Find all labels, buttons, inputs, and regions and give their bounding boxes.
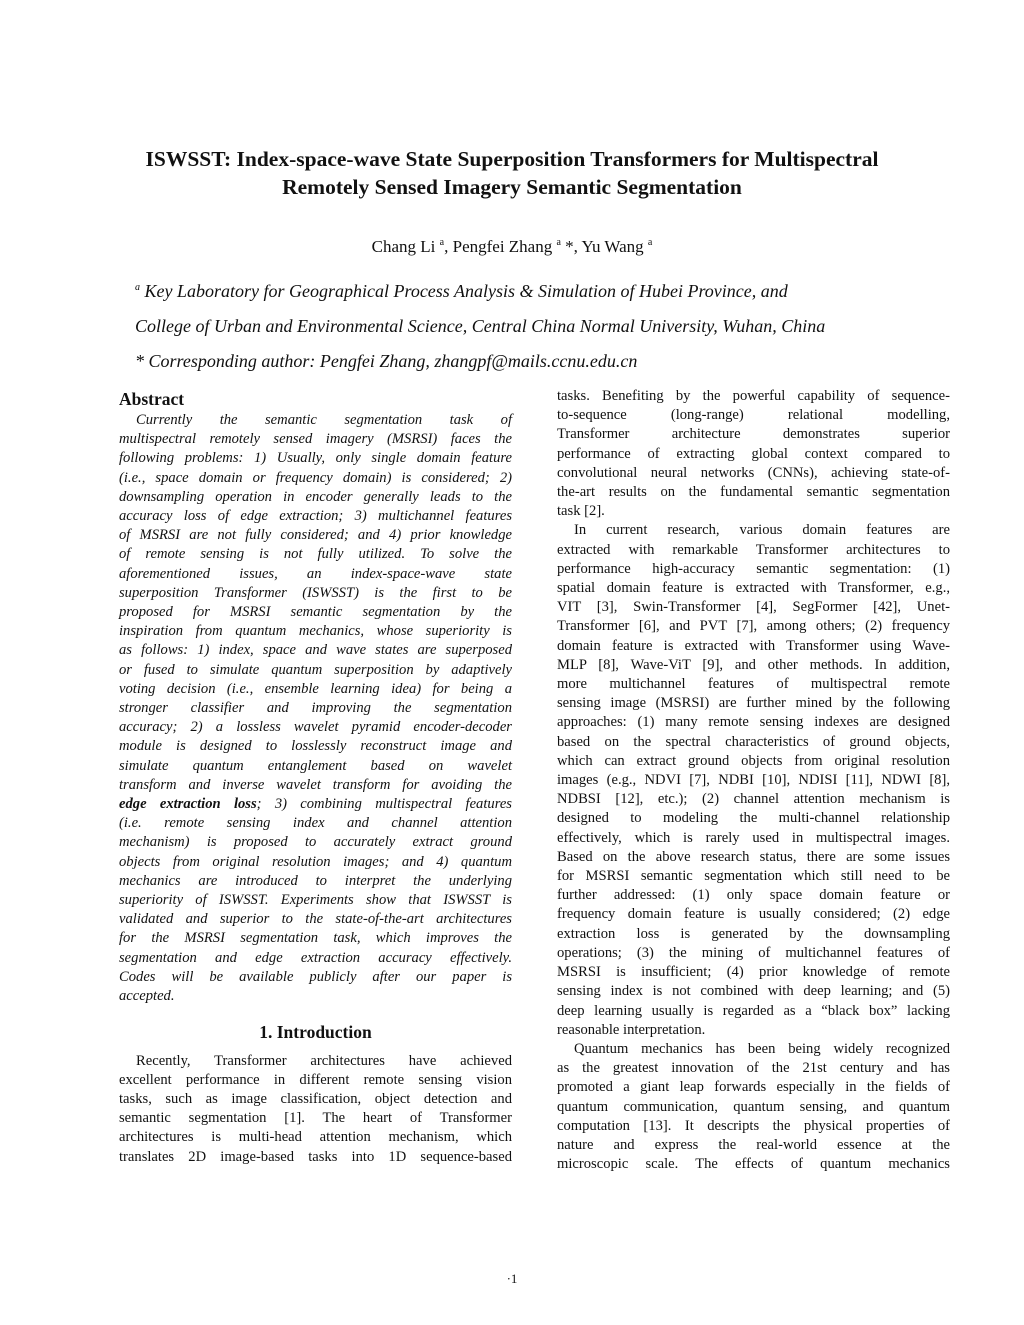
title-line-2: Remotely Sensed Imagery Semantic Segmentation	[282, 175, 742, 199]
left-column	[119, 388, 512, 1167]
author-list: Chang Li $^a$, Pengfei Zhang $^a$ *, Yu Wang $^a$	[371, 237, 653, 256]
author-2: Pengfei Zhang	[452, 237, 553, 256]
page-number: ·1	[506, 1271, 518, 1286]
paper-title	[60, 145, 964, 201]
affiliation-line-1: Key Laboratory for Geographical Process Analysis & Simulation of Hubei Province, and	[144, 281, 788, 301]
introduction-body: Recently, Transformer architectures have achieved excellent performance in different remote sensing vision tasks, such as image classification, object detection and semantic segmentation [1]. The heart of Transformer architectures is multi-head attention mechanism, which translates 2D image-based tasks into 1D sequence-based	[119, 1052, 512, 1165]
affiliation: $^a$ Key Laboratory for Geographical Process Analysis & Simulation of Hubei Province, and College of Urban and Environmental Science, Central China Normal University, Wuhan, China * Corresponding author: Pengfei Zhang, zhangpf@mails.ccnu.edu.cn	[135, 270, 955, 379]
author-1: Chang Li	[371, 237, 436, 256]
author-3: Yu Wang	[581, 237, 644, 256]
right-column: tasks. Benefiting by the powerful capability of sequence- to-sequence (long-range) relational modelling, Transformer architecture demonstrates superior performance of extracting global context compared to convolutional neural networks (CNNs), achieving state-of- the-art results on the fundamental semantic segmentation task [2]. In current research, various domain features are extracted with remarkable Transformer architectures to performance high-accuracy semantic segmentation: (1) spatial domain feature is extracted with Transformer, e.g., VIT [3], Swin-Transformer [4], SegFormer [42], Unet- Transformer [6], and PVT [7], among others; (2) frequency domain feature is extracted with Transformer using Wave- MLP [8], Wave-ViT [9], and other methods. In addition, more multichannel features of multispectral remote sensing image (MSRSI) are further mined by the following approaches: (1) many remote sensing indexes are designed based on the spectral characteristics of ground objects, which can extract ground objects from original resolution images (e.g., NDVI [7], NDBI [10], NDISI [11], NDWI [8], NDBSI [12], etc.); (2) channel attention mechanism is designed to modeling the multi-channel relationship effectively, which is rarely used in multispectral images. Based on the above research status, there are some issues for MSRSI semantic segmentation which still need to be further addressed: (1) only space domain feature or frequency domain feature is usually considered; (2) edge extraction loss is generated by the downsampling operations; (3) the mining of multichannel features of MSRSI is insufficient; (4) prior knowledge of remote sensing index is not combined with deep learning; and (5) deep learning usually is regarded as a “black box” lacking reasonable interpretation. Quantum mechanics has been being widely recognized as the greatest innovation of the 21st century and has promoted a giant leap forwards especially in the fields of quantum communication, quantum sensing, and quantum computation [13]. It descripts the physical properties of nature and express the real-world essence at the microscopic scale. The effects of quantum mechanics	[557, 388, 950, 1173]
title-line-1: ISWSST: Index-space-wave State Superposition Transformers for Multispectral	[145, 147, 879, 171]
abstract-body: Currently the semantic segmentation task of multispectral remotely sensed imagery (MSRSI) faces the following problems: 1) Usually, only single domain feature (i.e., space domain or frequency domain) is considered; 2) downsampling operation in encoder generally leads to the accuracy loss of edge extraction; 3) multichannel features of MSRSI are not fully considered; and 4) prior knowledge of remote sensing is not fully utilized. To solve the aforementioned issues, an index-space-wave state superposition Transformer (ISWSST) is the first to be proposed for MSRSI semantic segmentation by the inspiration from quantum mechanics, whose superiority is as follows: 1) index, space and wave states are superposed or fused to simulate quantum superposition by adaptively voting decision (i.e., ensemble learning idea) for being a stronger classifier and improving the segmentation accuracy; 2) a lossless wavelet pyramid encoder-decoder module is designed to losslessly reconstruct image and simulate quantum entanglement based on wavelet transform and inverse wavelet transform for avoiding the edge extraction loss; 3) combining multispectral features (i.e. remote sensing index and channel attention mechanism) is proposed to accurately extract ground objects from original resolution images; and 4) quantum mechanics are introduced to interpret the underlying superiority of ISWSST. Experiments show that ISWSST is validated and superior to the state-of-the-art architectures for the MSRSI segmentation task, which improves the segmentation and edge extraction accuracy effectively. Codes will be available publicly after our paper is accepted.	[119, 412, 512, 1005]
emphasized-phrase: edge extraction loss	[119, 796, 257, 813]
introduction-heading: 1. Introduction	[259, 1022, 372, 1043]
affiliation-line-2: College of Urban and Environmental Science, Central China Normal University, Wuhan, China	[135, 316, 826, 336]
abstract-heading: Abstract	[119, 389, 185, 409]
corresponding-author: * Corresponding author: Pengfei Zhang, zhangpf@mails.ccnu.edu.cn	[135, 351, 638, 371]
